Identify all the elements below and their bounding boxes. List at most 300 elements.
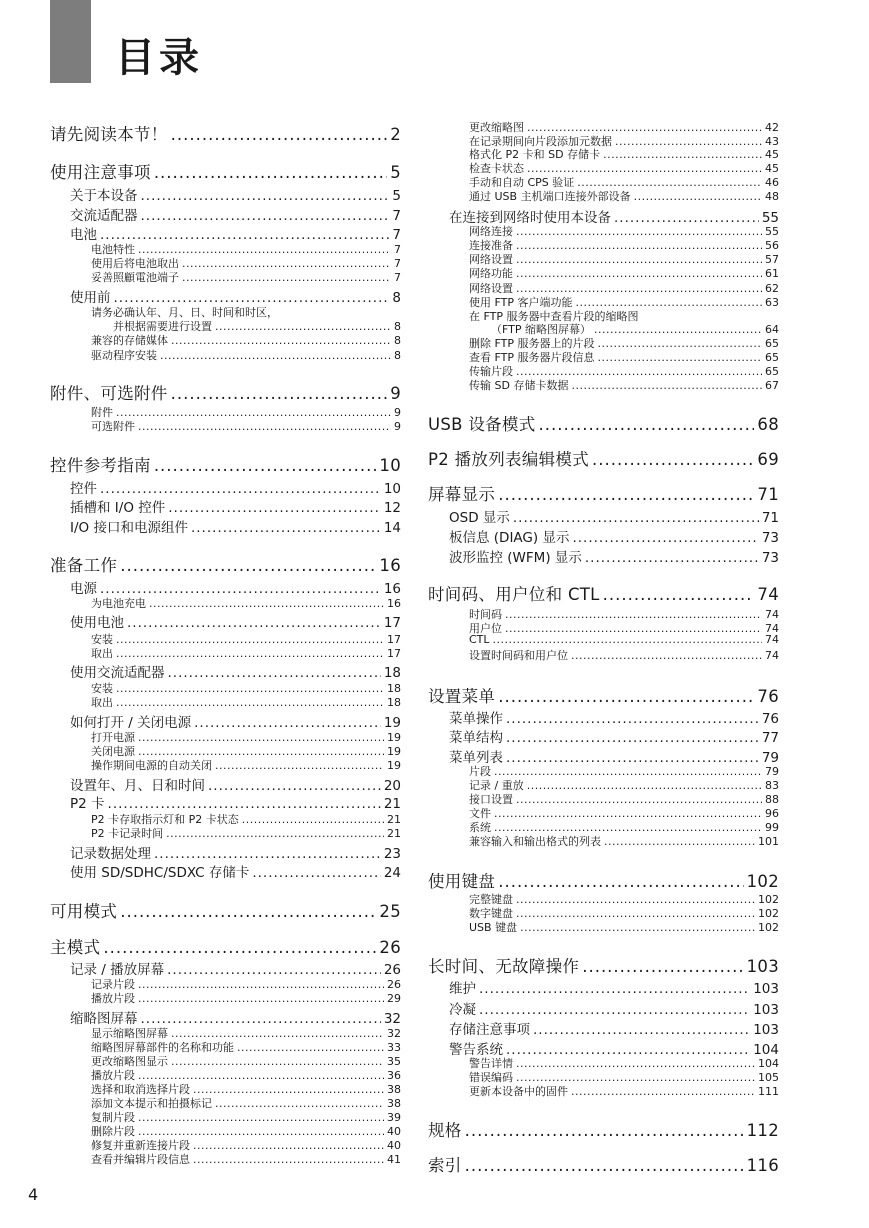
toc-page-number: 74 xyxy=(765,622,779,635)
toc-page-number: 103 xyxy=(753,981,779,997)
toc-entry-title: 兼容输入和输出格式的列表 xyxy=(469,835,601,848)
toc-page-number: 17 xyxy=(383,615,401,631)
toc-entry[interactable] xyxy=(70,611,401,631)
toc-dot-leader xyxy=(116,696,384,709)
toc-dot-leader xyxy=(215,759,384,772)
toc-page-number: 104 xyxy=(753,1042,779,1058)
toc-page-number: 71 xyxy=(757,485,779,504)
toc-entry-title: 存储注意事项 xyxy=(449,1022,530,1038)
page-number: 4 xyxy=(28,1185,39,1204)
toc-dot-leader xyxy=(160,349,391,362)
toc-dot-leader xyxy=(516,267,762,280)
toc-page-number: 23 xyxy=(383,846,401,862)
toc-entry[interactable] xyxy=(469,919,779,935)
toc-entry[interactable] xyxy=(70,577,401,597)
toc-dot-leader xyxy=(465,1156,744,1175)
toc-entry[interactable] xyxy=(91,347,401,363)
toc-dot-leader xyxy=(252,865,380,881)
toc-entry-title: 操作期间电源的自动关闭 xyxy=(91,759,212,772)
toc-entry-title: 用户位 xyxy=(469,622,502,635)
toc-entry[interactable] xyxy=(50,552,401,576)
toc-entry-title: 插槽和 I/O 控件 xyxy=(70,500,166,516)
toc-dot-leader xyxy=(171,125,388,144)
toc-entry-title: 请先阅读本节！ xyxy=(50,125,168,144)
toc-entry-title: 系统 xyxy=(469,821,491,834)
toc-entry-title: 使用 SD/SDHC/SDXC 存储卡 xyxy=(70,865,250,881)
toc-dot-leader xyxy=(498,485,754,504)
toc-entry[interactable] xyxy=(70,792,401,812)
toc-dot-leader xyxy=(493,633,762,646)
toc-entry-title: 接口设置 xyxy=(469,793,513,806)
toc-page-number: 16 xyxy=(379,556,401,575)
toc-page-number: 38 xyxy=(387,1097,401,1110)
toc-entry-title: 添加文本提示和拍摄标记 xyxy=(91,1097,212,1110)
toc-page-number: 26 xyxy=(379,938,401,957)
toc-dot-leader xyxy=(154,163,387,182)
toc-dot-leader xyxy=(506,711,759,727)
toc-entry-title: 通过 USB 主机端口连接外部设备 xyxy=(469,190,631,203)
toc-entry[interactable] xyxy=(449,506,779,526)
toc-entry-title: 取出 xyxy=(91,647,113,660)
toc-entry-title: 如何打开 / 关闭电源 xyxy=(70,715,192,731)
toc-entry-title: 电源 xyxy=(70,581,97,597)
toc-entry-title: 传输 SD 存储卡数据 xyxy=(469,379,569,392)
toc-page-number: 103 xyxy=(753,1022,779,1038)
toc-entry-title: 网络设置 xyxy=(469,282,513,295)
toc-entry-title: 查看 FTP 服务器片段信息 xyxy=(469,351,595,364)
toc-page-number: 99 xyxy=(765,821,779,834)
toc-page-number: 65 xyxy=(765,365,779,378)
toc-entry[interactable] xyxy=(428,683,779,707)
toc-entry[interactable] xyxy=(91,269,401,285)
toc-page-number: 45 xyxy=(765,162,779,175)
toc-dot-leader xyxy=(103,938,376,957)
toc-entry[interactable] xyxy=(91,990,401,1006)
toc-entry[interactable] xyxy=(469,833,779,849)
toc-page-number: 29 xyxy=(387,992,401,1005)
toc-entry-title: 播放片段 xyxy=(91,992,135,1005)
toc-entry-title: 警告系统 xyxy=(449,1042,503,1058)
toc-dot-leader xyxy=(168,665,381,681)
toc-page-number: 74 xyxy=(765,633,779,646)
toc-page-number: 32 xyxy=(383,1011,401,1027)
toc-entry[interactable] xyxy=(50,159,401,183)
toc-entry[interactable] xyxy=(70,711,401,731)
toc-page-number: 17 xyxy=(387,647,401,660)
toc-entry-title: 妥善照顧電池端子 xyxy=(91,271,179,284)
toc-page-number: 10 xyxy=(383,481,401,497)
toc-entry-title: 关于本设备 xyxy=(70,188,138,204)
toc-dot-leader xyxy=(171,334,391,347)
toc-page-number: 8 xyxy=(394,320,401,333)
toc-entry-title: 手动和自动 CPS 验证 xyxy=(469,176,575,189)
toc-entry-title: 规格 xyxy=(428,1121,462,1140)
toc-entry[interactable] xyxy=(428,1152,779,1176)
toc-page-number: 19 xyxy=(387,731,401,744)
toc-entry-title: CTL xyxy=(469,633,490,646)
toc-entry-title: 附件、可选附件 xyxy=(50,384,168,403)
toc-dot-leader xyxy=(479,981,750,997)
toc-entry[interactable] xyxy=(428,581,779,605)
toc-entry[interactable] xyxy=(449,726,779,746)
toc-entry[interactable] xyxy=(70,286,401,306)
toc-entry[interactable] xyxy=(449,707,779,727)
toc-page-number: 76 xyxy=(757,687,779,706)
toc-entry[interactable] xyxy=(70,842,401,862)
toc-page-number: 79 xyxy=(761,750,779,766)
toc-page-number: 7 xyxy=(394,271,401,284)
toc-page-number: 74 xyxy=(765,608,779,621)
toc-entry-title: 附件 xyxy=(91,406,113,419)
toc-entry-title: 设置年、月、日和时间 xyxy=(70,778,205,794)
toc-entry-title: 播放片段 xyxy=(91,1069,135,1082)
toc-page-number: 73 xyxy=(761,550,779,566)
toc-entry[interactable] xyxy=(428,446,779,470)
toc-dot-leader xyxy=(108,796,381,812)
toc-page-number: 102 xyxy=(758,921,779,934)
toc-entry-title: 显示缩略图屏幕 xyxy=(91,1027,168,1040)
toc-page-number: 33 xyxy=(387,1041,401,1054)
toc-page-number: 9 xyxy=(390,384,401,403)
toc-entry-title: 维护 xyxy=(449,981,476,997)
toc-entry-title: 完整键盘 xyxy=(469,893,513,906)
toc-page-number: 77 xyxy=(761,730,779,746)
toc-entry[interactable] xyxy=(428,1117,779,1141)
toc-dot-leader xyxy=(603,585,755,604)
toc-page-number: 61 xyxy=(765,267,779,280)
toc-entry[interactable] xyxy=(70,223,401,243)
toc-page-number: 43 xyxy=(765,135,779,148)
toc-entry[interactable] xyxy=(70,1007,401,1027)
toc-page-number: 7 xyxy=(392,208,401,224)
toc-entry-title: 记录片段 xyxy=(91,978,135,991)
toc-dot-leader xyxy=(149,597,384,610)
toc-page-number: 83 xyxy=(765,779,779,792)
toc-page-number: 12 xyxy=(383,500,401,516)
toc-entry-title: 电池特性 xyxy=(91,243,135,256)
toc-dot-leader xyxy=(191,520,381,536)
toc-page-number: 68 xyxy=(757,415,779,434)
toc-entry-title: 使用注意事项 xyxy=(50,163,151,182)
toc-entry-title: 更改缩略图 xyxy=(469,121,524,134)
toc-entry-title: 错误编码 xyxy=(469,1071,513,1084)
toc-entry-title: 冷凝 xyxy=(449,1002,476,1018)
toc-entry-title: 警告详情 xyxy=(469,1057,513,1070)
toc-entry[interactable] xyxy=(91,332,401,348)
toc-dot-leader xyxy=(141,208,390,224)
toc-page-number: 7 xyxy=(392,227,401,243)
toc-entry-title: 交流适配器 xyxy=(70,208,138,224)
toc-entry-title: 使用键盘 xyxy=(428,872,496,891)
toc-entry-title: 电池 xyxy=(70,227,97,243)
toc-entry[interactable] xyxy=(428,868,779,892)
toc-page-number: 35 xyxy=(387,1055,401,1068)
toc-page-number: 18 xyxy=(383,665,401,681)
toc-entry[interactable] xyxy=(469,633,779,646)
toc-entry-title: 使用前 xyxy=(70,290,111,306)
toc-entry-title: 记录数据处理 xyxy=(70,846,151,862)
toc-entry-title: 设置菜单 xyxy=(428,687,496,706)
toc-entry[interactable] xyxy=(91,645,401,661)
toc-page-number: 7 xyxy=(394,243,401,256)
toc-page-number: 9 xyxy=(394,420,401,433)
toc-entry-title: 索引 xyxy=(428,1156,462,1175)
toc-page-number: 16 xyxy=(383,581,401,597)
toc-entry-title: OSD 显示 xyxy=(449,510,510,526)
toc-page-number: 19 xyxy=(387,745,401,758)
toc-page-number: 16 xyxy=(387,597,401,610)
toc-dot-leader xyxy=(634,190,762,203)
toc-dot-leader xyxy=(533,1022,750,1038)
toc-entry[interactable] xyxy=(91,825,401,841)
toc-entry-title: 删除片段 xyxy=(91,1125,135,1138)
toc-entry[interactable] xyxy=(449,977,779,997)
toc-entry-title: 主模式 xyxy=(50,938,101,957)
toc-dot-leader xyxy=(539,415,755,434)
toc-page-number: 2 xyxy=(390,125,401,144)
toc-entry-title: 删除 FTP 服务器上的片段 xyxy=(469,337,595,350)
chapter-tab-block xyxy=(50,0,91,83)
toc-entry-title: 选择和取消选择片段 xyxy=(91,1083,190,1096)
toc-entry-title: P2 播放列表编辑模式 xyxy=(428,450,589,469)
toc-page-number: 8 xyxy=(394,349,401,362)
toc-page-number: 36 xyxy=(387,1069,401,1082)
toc-page-number: 40 xyxy=(387,1125,401,1138)
toc-entry-title: 菜单操作 xyxy=(449,711,503,727)
toc-entry[interactable] xyxy=(449,526,779,546)
toc-entry[interactable] xyxy=(70,774,401,794)
toc-dot-leader xyxy=(513,510,759,526)
toc-entry-title: P2 卡记录时间 xyxy=(91,827,164,840)
toc-page-number: 42 xyxy=(765,121,779,134)
toc-dot-leader xyxy=(479,1002,750,1018)
toc-page-number: 62 xyxy=(765,282,779,295)
toc-page-number: 21 xyxy=(383,796,401,812)
toc-entry-title: 控件 xyxy=(70,481,97,497)
toc-page-number: 55 xyxy=(765,225,779,238)
toc-entry-title: 使用电池 xyxy=(70,615,124,631)
toc-page-number: 18 xyxy=(387,682,401,695)
toc-entry[interactable] xyxy=(50,934,401,958)
toc-entry-title: 文件 xyxy=(469,807,491,820)
toc-dot-leader xyxy=(571,379,762,392)
toc-page-number: 57 xyxy=(765,253,779,266)
toc-entry-title: 记录 / 播放屏幕 xyxy=(70,962,165,978)
toc-page-number: 46 xyxy=(765,176,779,189)
toc-entry-title: USB 键盘 xyxy=(469,921,518,934)
toc-page-number: 73 xyxy=(761,530,779,546)
toc-entry-title: 长时间、无故障操作 xyxy=(428,957,580,976)
toc-entry[interactable] xyxy=(70,477,401,497)
toc-entry-title: P2 卡存取指示灯和 P2 卡状态 xyxy=(91,813,239,826)
toc-entry[interactable] xyxy=(50,452,401,476)
toc-page-number: 74 xyxy=(757,585,779,604)
toc-page-number: 65 xyxy=(765,351,779,364)
toc-entry[interactable] xyxy=(449,998,779,1018)
page-title: 目录 xyxy=(115,35,203,81)
toc-page-number: 102 xyxy=(758,907,779,920)
toc-dot-leader xyxy=(168,500,381,516)
toc-entry[interactable] xyxy=(70,204,401,224)
toc-page-number: 39 xyxy=(387,1111,401,1124)
toc-page-number: 40 xyxy=(387,1139,401,1152)
toc-entry-title: 缩略图屏幕部件的名称和功能 xyxy=(91,1041,234,1054)
toc-entry-title: 取出 xyxy=(91,696,113,709)
toc-dot-leader xyxy=(154,846,381,862)
toc-page-number: 5 xyxy=(390,163,401,182)
toc-page-number: 8 xyxy=(392,290,401,306)
toc-entry-title: 传输片段 xyxy=(469,365,513,378)
toc-entry-title: 板信息 (DIAG) 显示 xyxy=(449,530,570,546)
toc-dot-leader xyxy=(604,835,755,848)
toc-page-number: 74 xyxy=(765,649,779,662)
toc-entry-title: 并根据需要进行设置 xyxy=(113,320,212,333)
toc-entry[interactable] xyxy=(91,595,401,611)
toc-dot-leader xyxy=(571,1085,755,1098)
toc-entry[interactable] xyxy=(469,265,779,281)
toc-entry-title: 时间码 xyxy=(469,608,502,621)
toc-page-number: 71 xyxy=(761,510,779,526)
toc-entry[interactable] xyxy=(91,418,401,434)
toc-page-number: 55 xyxy=(761,210,779,226)
toc-entry-title: 驱动程序安装 xyxy=(91,349,157,362)
toc-entry-title: USB 设备模式 xyxy=(428,415,536,434)
toc-dot-leader xyxy=(166,827,384,840)
toc-entry[interactable] xyxy=(428,411,779,435)
toc-entry-title: 准备工作 xyxy=(50,556,118,575)
toc-dot-leader xyxy=(193,1153,384,1166)
toc-entry-title: I/O 接口和电源组件 xyxy=(70,520,188,536)
toc-entry[interactable] xyxy=(469,1083,779,1099)
toc-entry-title: 控件参考指南 xyxy=(50,456,151,475)
toc-entry[interactable] xyxy=(70,516,401,536)
toc-entry-title: 为电池充电 xyxy=(91,597,146,610)
toc-entry-title: 更改缩略图显示 xyxy=(91,1055,168,1068)
toc-entry[interactable] xyxy=(428,481,779,505)
toc-page-number: 24 xyxy=(383,865,401,881)
toc-entry-title: 波形监控 (WFM) 显示 xyxy=(449,550,582,566)
toc-entry-title: 可用模式 xyxy=(50,902,118,921)
toc-entry-title: 安装 xyxy=(91,633,113,646)
toc-entry-title: 使用交流适配器 xyxy=(70,665,165,681)
toc-page-number: 79 xyxy=(765,765,779,778)
toc-entry[interactable] xyxy=(50,898,401,922)
toc-entry-title: 连接准备 xyxy=(469,239,513,252)
toc-entry-title: 修复并重新连接片段 xyxy=(91,1139,190,1152)
toc-dot-leader xyxy=(498,872,743,891)
toc-entry[interactable] xyxy=(91,694,401,710)
toc-entry[interactable] xyxy=(449,1018,779,1038)
toc-dot-leader xyxy=(592,450,754,469)
toc-dot-leader xyxy=(465,1121,744,1140)
toc-page-number: 76 xyxy=(761,711,779,727)
toc-entry-title: （FTP 缩略图屏幕） xyxy=(491,323,591,336)
toc-dot-leader xyxy=(582,957,743,976)
toc-dot-leader xyxy=(520,921,755,934)
toc-page-number: 25 xyxy=(379,902,401,921)
toc-dot-leader xyxy=(116,647,384,660)
toc-page-number: 21 xyxy=(387,813,401,826)
toc-page-number: 112 xyxy=(746,1121,779,1140)
toc-page-number: 38 xyxy=(387,1083,401,1096)
toc-entry-title: 格式化 P2 卡和 SD 存储卡 xyxy=(469,148,601,161)
toc-page-number: 5 xyxy=(392,188,401,204)
toc-dot-leader xyxy=(498,687,754,706)
toc-dot-leader xyxy=(171,384,388,403)
toc-page-number: 32 xyxy=(387,1027,401,1040)
toc-page-number: 45 xyxy=(765,148,779,161)
toc-entry[interactable] xyxy=(469,377,779,393)
toc-page-number: 116 xyxy=(746,1156,779,1175)
toc-entry-title: 安装 xyxy=(91,682,113,695)
toc-entry[interactable] xyxy=(91,757,401,773)
toc-entry-title: 记录 / 重放 xyxy=(469,779,524,792)
toc-dot-leader xyxy=(572,530,758,546)
toc-page-number: 103 xyxy=(753,1002,779,1018)
toc-entry-title: 查看并编辑片段信息 xyxy=(91,1153,190,1166)
toc-page-number: 56 xyxy=(765,239,779,252)
toc-entry-title: 使用后将电池取出 xyxy=(91,257,179,270)
toc-entry[interactable] xyxy=(449,546,779,566)
toc-dot-leader xyxy=(585,550,759,566)
toc-page-number: 26 xyxy=(383,962,401,978)
toc-entry-title: 片段 xyxy=(469,765,491,778)
toc-dot-leader xyxy=(571,649,762,662)
toc-entry-title: 可选附件 xyxy=(91,420,135,433)
toc-entry[interactable] xyxy=(70,661,401,681)
toc-page-number: 102 xyxy=(746,872,779,891)
toc-entry[interactable] xyxy=(469,647,779,663)
toc-page-number: 102 xyxy=(758,893,779,906)
toc-entry[interactable] xyxy=(70,958,401,978)
toc-page-number: 20 xyxy=(383,778,401,794)
toc-page-number: 67 xyxy=(765,379,779,392)
toc-entry-title: 打开电源 xyxy=(91,731,135,744)
toc-entry-title: 屏幕显示 xyxy=(428,485,496,504)
toc-entry-title: 更新本设备中的固件 xyxy=(469,1085,568,1098)
toc-page-number: 65 xyxy=(765,337,779,350)
toc-entry-title: 在连接到网络时使用本设备 xyxy=(449,210,611,226)
toc-entry[interactable] xyxy=(91,1151,401,1167)
toc-page-number: 101 xyxy=(758,835,779,848)
toc-dot-leader xyxy=(141,188,390,204)
toc-entry-title: 兼容的存储媒体 xyxy=(91,334,168,347)
toc-page-number: 111 xyxy=(758,1085,779,1098)
toc-page-number: 17 xyxy=(387,633,401,646)
toc-dot-leader xyxy=(100,481,381,497)
toc-entry-title: 菜单列表 xyxy=(449,750,503,766)
toc-page-number: 7 xyxy=(394,257,401,270)
toc-entry[interactable] xyxy=(70,861,401,881)
toc-entry[interactable] xyxy=(70,184,401,204)
toc-entry[interactable] xyxy=(50,121,401,145)
toc-entry[interactable] xyxy=(50,380,401,404)
toc-entry[interactable] xyxy=(428,953,779,977)
toc-page-number: 69 xyxy=(757,450,779,469)
toc-page-number: 18 xyxy=(387,696,401,709)
toc-entry-title: 缩略图屏幕 xyxy=(70,1011,138,1027)
toc-page-number: 64 xyxy=(765,323,779,336)
toc-dot-leader xyxy=(127,615,381,631)
toc-entry[interactable] xyxy=(70,496,401,516)
toc-page-number: 105 xyxy=(758,1071,779,1084)
toc-entry-title: 菜单结构 xyxy=(449,730,503,746)
toc-page-number: 26 xyxy=(387,978,401,991)
toc-entry-title: P2 卡 xyxy=(70,796,105,812)
toc-dot-leader xyxy=(154,456,377,475)
toc-entry-title: 在 FTP 服务器中查看片段的缩略图 xyxy=(469,310,639,323)
toc-entry[interactable] xyxy=(469,188,779,204)
